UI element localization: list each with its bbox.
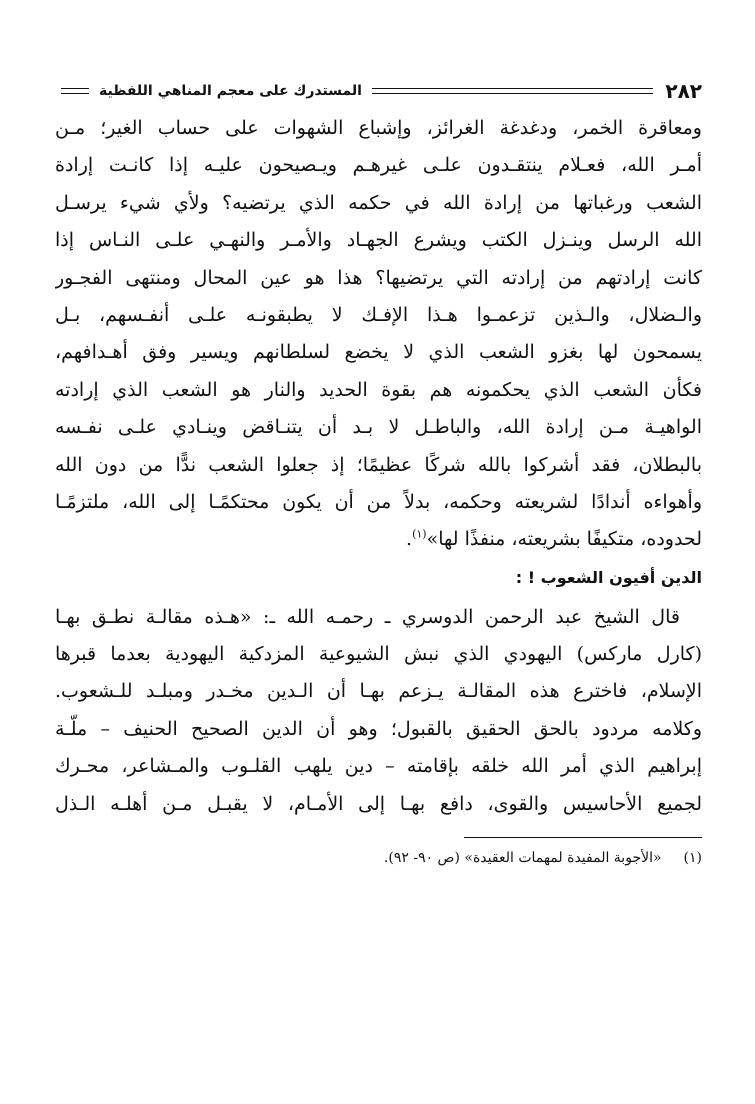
page-number: ٢٨٢ [665,79,702,103]
footnote-separator [464,837,702,838]
section-heading: الدين أفيون الشعوب ! : [515,567,702,587]
header-rule-short [61,88,89,94]
text-line: بالبطلان، فقد أشركوا بالله شركًا عظيمًا؛ إذ جعلوا الشعب ندًّا من دون الله [55,453,702,476]
text-line: الله الرسل وينـزل الكتب ويشرع الجهـاد والأمـر والنهـي علـى النـاس إذا [55,229,702,252]
paragraph-1 [55,110,702,559]
text-line-last [55,521,702,558]
paragraph-2 [55,599,702,823]
footnote-number: (١) [683,850,702,867]
text-line-last-content: لحدوده، متكيفًا بشريعته، منفذًا لها» [426,528,702,551]
text-line: وأهواءه أندادًا لشريعته وحكمه، بدلاً من أن يكون محتكمًـا إلى الله، ملتزمًـا [55,490,702,513]
text-line: الإسلام، فاخترع هذه المقالـة يـزعم بهـا أن الـدين مخـدر ومبلـد للـشعوب. [55,680,702,703]
text-line: ومعاقرة الخمر، ودغدغة الغرائز، وإشباع الشهوات على حساب الغير؛ مـن [55,117,702,139]
text-line: وكلامه مردود بالحق الحقيق بالقبول؛ وهو أن الدين الصحيح الحنيف – ملّـة [55,717,702,740]
page [55,78,702,866]
sentence-end: . [406,528,413,551]
footnote [55,850,702,866]
text-line: الشعب ورغباتها من إرادة الله في حكمه الذي يرتضيه؟ ولأي شيء يرسـل [55,191,702,214]
text-line: لجميع الأحاسيس والقوى، دافع بهـا إلى الأمـام، لا يقبـل مـن أهلـه الـذل [55,792,702,815]
footnote-reference: (١) [412,527,427,541]
text-line: والـضلال، والـذين تزعمـوا هـذا الإفـك لا يطبقونـه علـى أنفـسهم، بـل [55,303,702,326]
header-rule [372,88,653,94]
text-line: إبراهيم الذي أمر الله خلقه بإقامته – دين يلهب القلـوب والمـشاعر، محـرك [55,755,702,778]
running-title: المستدرك على معجم المناهي اللفظية [99,83,362,99]
text-line: أمـر الله، فعـلام ينتقـدون علـى غيرهـم ويـصيحون عليـه إذا كانـت إرادة [55,154,702,177]
text-line: (كارل ماركس) اليهودي الذي نبش الشيوعية المزدكية اليهودية بعدما قبرها [55,643,702,666]
running-header [55,78,702,104]
text-line: كانت إرادتهم من إرادته التي يرتضيها؟ هذا هو عين المحال ومنتهى الفجـور [55,266,702,289]
text-line: فكأن الشعب الذي يحكمونه هم بقوة الحديد والنار هو الشعب الذي إرادته [55,378,702,401]
text-line: قال الشيخ عبد الرحمن الدوسري ـ رحمـه الله ـ: «هـذه مقالـة نطـق بهـا [55,605,680,628]
text-line: الواهيـة مـن إرادة الله، والباطـل لا بـد أن يتنـاقض وينـادي علـى نفـسه [55,416,702,439]
footnote-text: «الأجوبة المفيدة لمهمات العقيدة» (ص ٩٠- ٩٢). [383,850,662,867]
text-line: يسمحون لها بغزو الشعب الذي لا يخضع لسلطانهم ويسير وفق أهـدافهم، [55,341,702,364]
